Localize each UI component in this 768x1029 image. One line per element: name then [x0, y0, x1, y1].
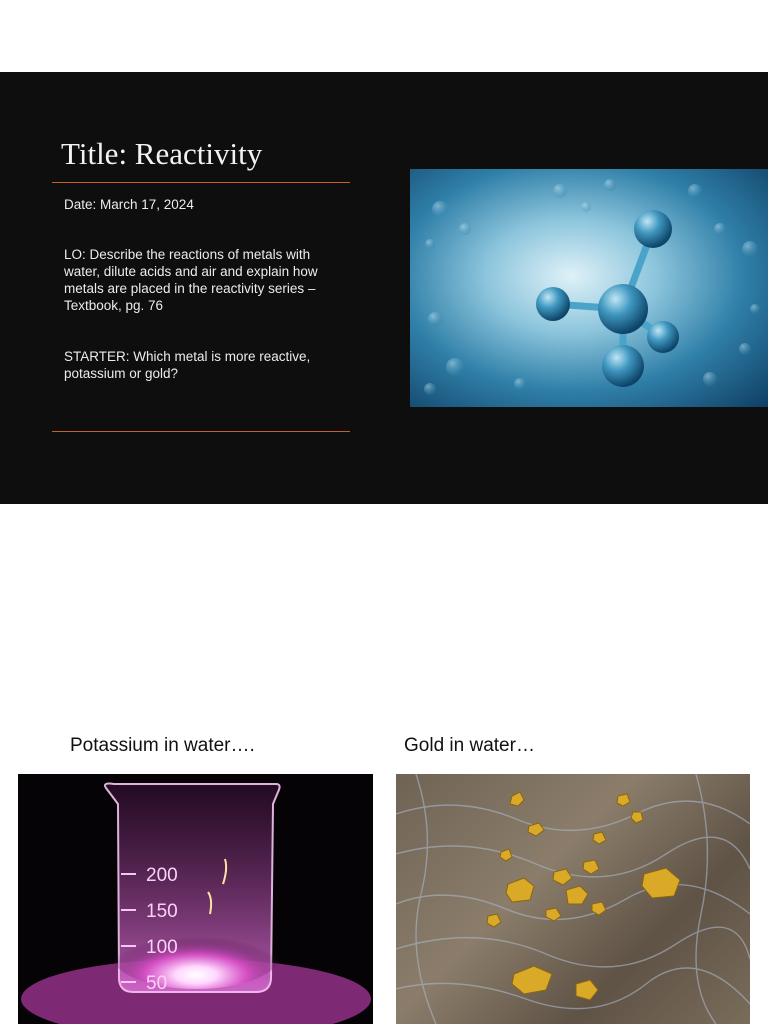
- slide-title: Title: Reactivity: [61, 136, 263, 171]
- bottom-divider: [52, 431, 350, 432]
- title-slide: [0, 72, 768, 504]
- beaker-glowing-icon: [18, 774, 373, 1024]
- lesson-date: Date: March 17, 2024: [64, 197, 194, 212]
- starter-question: STARTER: Which metal is more reactive, potassium or gold?: [64, 349, 311, 381]
- molecule-3d-icon: [410, 169, 768, 407]
- gold-nuggets-icon: [396, 774, 750, 1024]
- beaker-scale-200: 200: [146, 865, 178, 886]
- potassium-caption: Potassium in water….: [70, 735, 255, 756]
- beaker-scale-150: 150: [146, 901, 178, 922]
- title-divider: [52, 182, 350, 183]
- molecule-image: [410, 169, 768, 407]
- gold-caption: Gold in water…: [404, 735, 535, 756]
- learning-objective: LO: Describe the reactions of metals with water, dilute acids and air and explain how metals are placed in the reactivity series – Textbook, pg. 76: [64, 247, 318, 313]
- potassium-image: [18, 774, 373, 1024]
- beaker-scale-100: 100: [146, 937, 178, 958]
- gold-in-water-image: [396, 774, 750, 1024]
- beaker-scale-50: 50: [146, 973, 168, 994]
